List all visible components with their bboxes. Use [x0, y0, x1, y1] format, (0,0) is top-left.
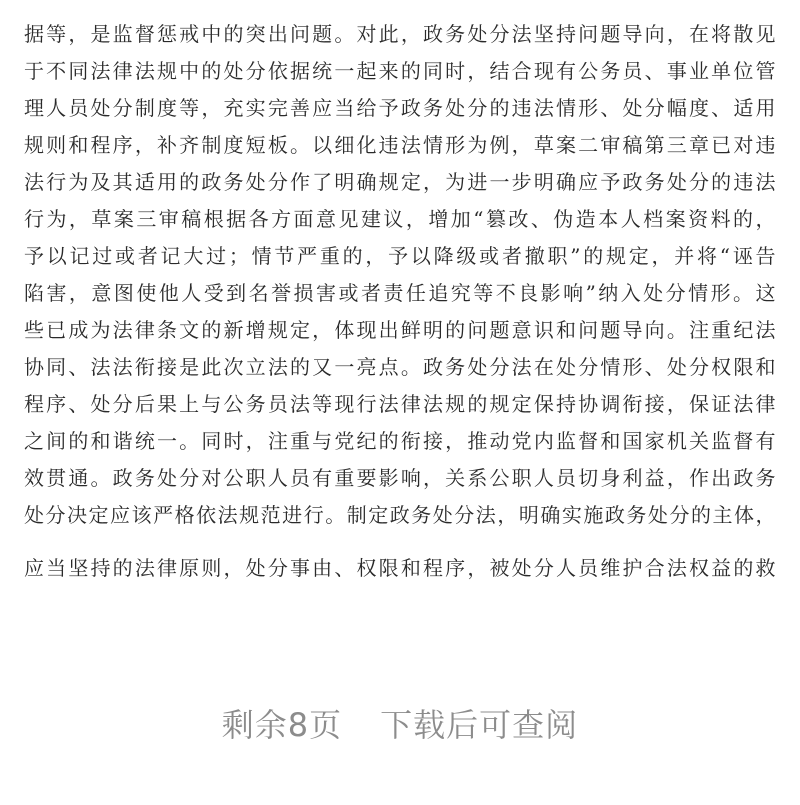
document-line: 程序、处分后果上与公务员法等现行法律法规的规定保持协调衔接，保证法律 — [24, 392, 776, 416]
document-line: 应当坚持的法律原则，处分事由、权限和程序，被处分人员维护合法权益的救 — [24, 556, 776, 580]
download-prompt[interactable] — [0, 700, 800, 746]
document-line: 规则和程序，补齐制度短板。以细化违法情形为例，草案二审稿第三章已对违 — [24, 133, 776, 157]
document-line: 予以记过或者记大过；情节严重的，予以降级或者撤职”的规定，并将“诬告 — [24, 244, 776, 268]
remaining-pages-label: 剩余8页 — [221, 706, 343, 744]
document-line: 据等，是监督惩戒中的突出问题。对此，政务处分法坚持问题导向，在将散见 — [24, 22, 776, 46]
download-hint-label[interactable]: 下载后可查阅 — [380, 706, 579, 744]
document-line: 协同、法法衔接是此次立法的又一亮点。政务处分法在处分情形、处分权限和 — [24, 355, 776, 379]
document-line: 于不同法律法规中的处分依据统一起来的同时，结合现有公务员、事业单位管 — [24, 59, 776, 83]
document-line: 陷害，意图使他人受到名誉损害或者责任追究等不良影响”纳入处分情形。这 — [24, 281, 776, 305]
document-line: 之间的和谐统一。同时，注重与党纪的衔接，推动党内监督和国家机关监督有 — [24, 429, 776, 453]
document-line: 效贯通。政务处分对公职人员有重要影响，关系公职人员切身利益，作出政务 — [24, 466, 776, 490]
document-line: 些已成为法律条文的新增规定，体现出鲜明的问题意识和问题导向。注重纪法 — [24, 318, 776, 342]
document-line: 理人员处分制度等，充实完善应当给予政务处分的违法情形、处分幅度、适用 — [24, 96, 776, 120]
document-line: 处分决定应该严格依法规范进行。制定政务处分法，明确实施政务处分的主体， — [24, 503, 776, 527]
document-line: 法行为及其适用的政务处分作了明确规定，为进一步明确应予政务处分的违法 — [24, 170, 776, 194]
document-line: 行为，草案三审稿根据各方面意见建议，增加“篡改、伪造本人档案资料的， — [24, 207, 776, 231]
